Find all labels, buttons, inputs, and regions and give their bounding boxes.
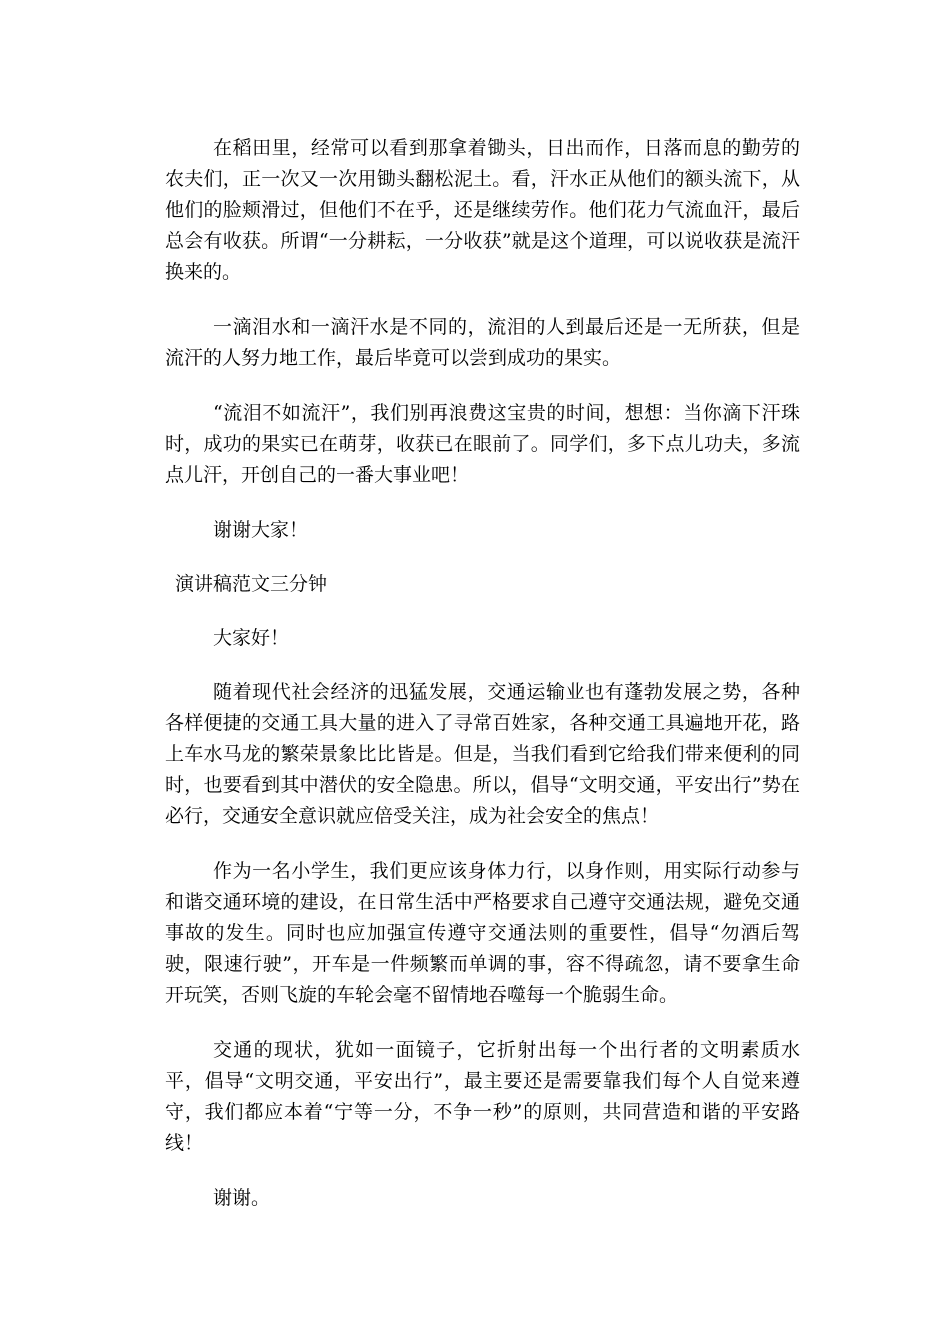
paragraph-call-to-action: “流泪不如流汗”，我们别再浪费这宝贵的时间，想想：当你滴下汗珠时，成功的果实已在萌芽，收获已在眼前了。同学们，多下点儿功夫，多流点儿汗，开创自己的一番大事业吧！ — [165, 402, 800, 486]
paragraph-traffic-development: 随着现代社会经济的迅猛发展，交通运输业也有蓬勃发展之势，各种各样便捷的交通工具大量的进入了寻常百姓家，各种交通工具遍地开花，路上车水马龙的繁荣景象比比皆是。但是，当我们看到它给我们带来便利的同时，也要看到其中潜伏的安全隐患。所以，倡导“文明交通，平安出行”势在必行，交通安全意识就应倍受关注，成为社会安全的焦点！ — [165, 681, 800, 827]
paragraph-traffic-mirror: 交通的现状，犹如一面镜子，它折射出每一个出行者的文明素质水平，倡导“文明交通，平安出行”，最主要还是需要靠我们每个人自觉来遵守，我们都应本着“宁等一分，不争一秒”的原则，共同营造和谐的平安路线！ — [165, 1039, 800, 1154]
section-title: 演讲稿范文三分钟 — [175, 573, 328, 595]
paragraph-tears-sweat: 一滴泪水和一滴汗水是不同的，流泪的人到最后还是一无所获，但是流汗的人努力地工作，最后毕竟可以尝到成功的果实。 — [165, 316, 800, 369]
paragraph-thanks: 谢谢。 — [213, 1187, 271, 1209]
document-body — [165, 133, 800, 1237]
paragraph-farmers: 在稻田里，经常可以看到那拿着锄头，日出而作，日落而息的勤劳的农夫们，正一次又一次用锄头翻松泥土。看，汗水正从他们的额头流下，从他们的脸颊滑过，但他们不在乎，还是继续劳作。他们花力气流血汗，最后总会有收获。所谓“一分耕耘，一分收获”就是这个道理，可以说收获是流汗换来的。 — [165, 137, 800, 283]
paragraph-greeting: 大家好！ — [213, 627, 290, 649]
paragraph-thanks-all: 谢谢大家！ — [213, 519, 309, 541]
paragraph-student-role: 作为一名小学生，我们更应该身体力行，以身作则，用实际行动参与和谐交通环境的建设，在日常生活中严格要求自己遵守交通法规，避免交通事故的发生。同时也应加强宣传遵守交通法则的重要性，倡导“勿酒后驾驶，限速行驶”，开车是一件频繁而单调的事，容不得疏忽，请不要拿生命开玩笑，否则飞旋的车轮会毫不留情地吞噬每一个脆弱生命。 — [165, 860, 800, 1006]
